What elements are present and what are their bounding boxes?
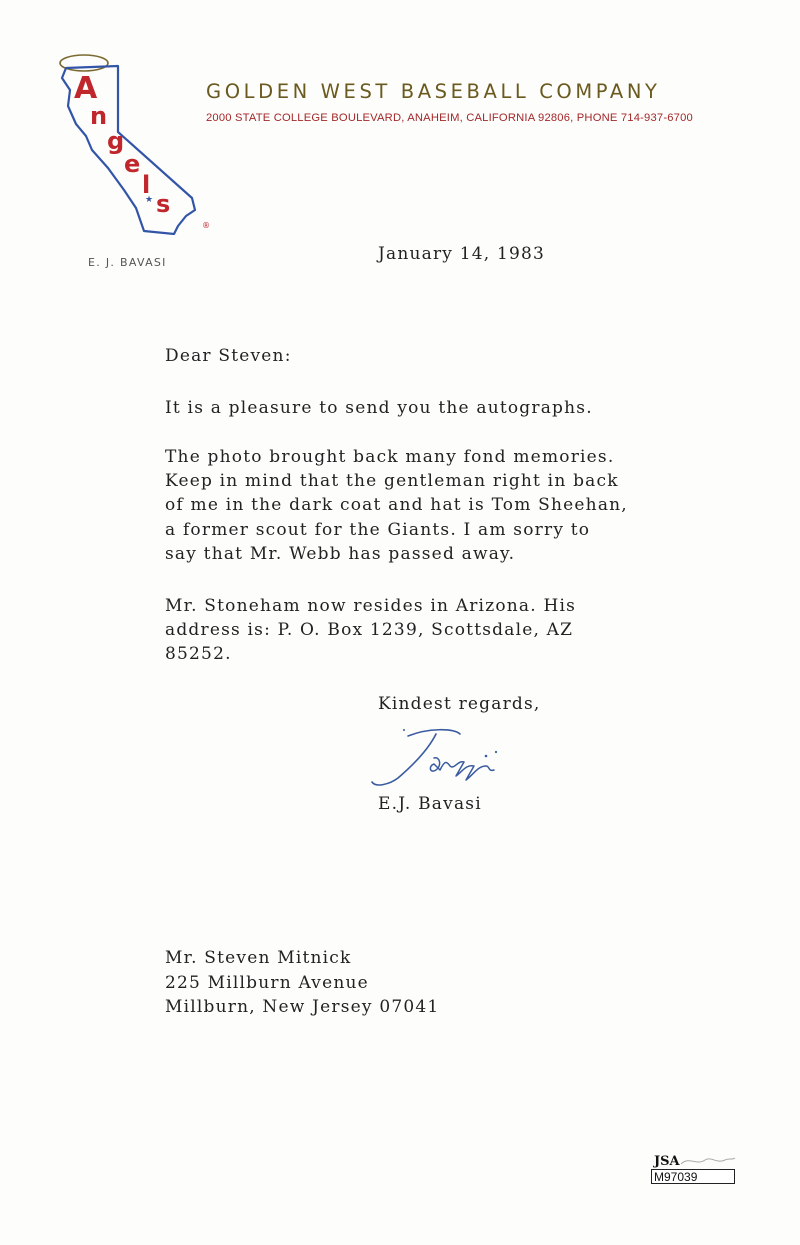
svg-text:®: ® bbox=[202, 221, 210, 230]
handwritten-signature bbox=[368, 722, 538, 792]
recipient-address bbox=[165, 946, 439, 1020]
paragraph-line: say that Mr. Webb has passed away. bbox=[165, 543, 516, 564]
paragraph-1 bbox=[165, 396, 593, 420]
svg-text:A: A bbox=[74, 71, 98, 106]
jsa-sticker bbox=[651, 1154, 737, 1186]
jsa-signature-icon bbox=[679, 1152, 737, 1168]
recipient-line: Millburn, New Jersey 07041 bbox=[165, 997, 440, 1017]
paragraph-2 bbox=[165, 445, 628, 566]
paragraph-line: Mr. Stoneham now resides in Arizona. His bbox=[165, 596, 577, 616]
svg-text:g: g bbox=[107, 127, 125, 155]
recipient-line: 225 Millburn Avenue bbox=[165, 972, 369, 993]
california-outline-icon bbox=[52, 50, 222, 235]
paragraph-line: a former scout for the Giants. I am sorry to bbox=[165, 519, 591, 540]
company-address: 2000 STATE COLLEGE BOULEVARD, ANAHEIM, CALIFORNIA 92806, PHONE 714-937-6700 bbox=[206, 112, 693, 124]
svg-text:s: s bbox=[156, 190, 171, 218]
signer-name: E.J. Bavasi bbox=[378, 794, 482, 814]
paragraph-line: 85252. bbox=[165, 644, 232, 665]
paragraph-line: Keep in mind that the gentleman right in back bbox=[165, 471, 619, 492]
paragraph-line: It is a pleasure to send you the autographs. bbox=[165, 398, 593, 418]
sender-name: E. J. BAVASI bbox=[88, 256, 167, 269]
svg-text:n: n bbox=[90, 102, 108, 130]
paragraph-line: of me in the dark coat and hat is Tom Sheehan, bbox=[165, 495, 628, 516]
paragraph-line: address is: P. O. Box 1239, Scottsdale, AZ bbox=[165, 620, 574, 641]
recipient-line: Mr. Steven Mitnick bbox=[165, 948, 352, 968]
svg-text:★: ★ bbox=[145, 195, 154, 205]
jsa-label: JSA bbox=[654, 1154, 680, 1169]
jsa-code: M97039 bbox=[651, 1169, 735, 1184]
paragraph-line: The photo brought back many fond memories. bbox=[165, 447, 615, 467]
svg-text:l: l bbox=[142, 171, 151, 199]
letter-date: January 14, 1983 bbox=[378, 244, 546, 264]
svg-text:e: e bbox=[124, 150, 141, 178]
company-name: GOLDEN WEST BASEBALL COMPANY bbox=[206, 80, 661, 103]
closing: Kindest regards, bbox=[378, 694, 541, 714]
salutation: Dear Steven: bbox=[165, 346, 292, 366]
angels-logo bbox=[52, 50, 222, 235]
paragraph-3 bbox=[165, 594, 576, 667]
